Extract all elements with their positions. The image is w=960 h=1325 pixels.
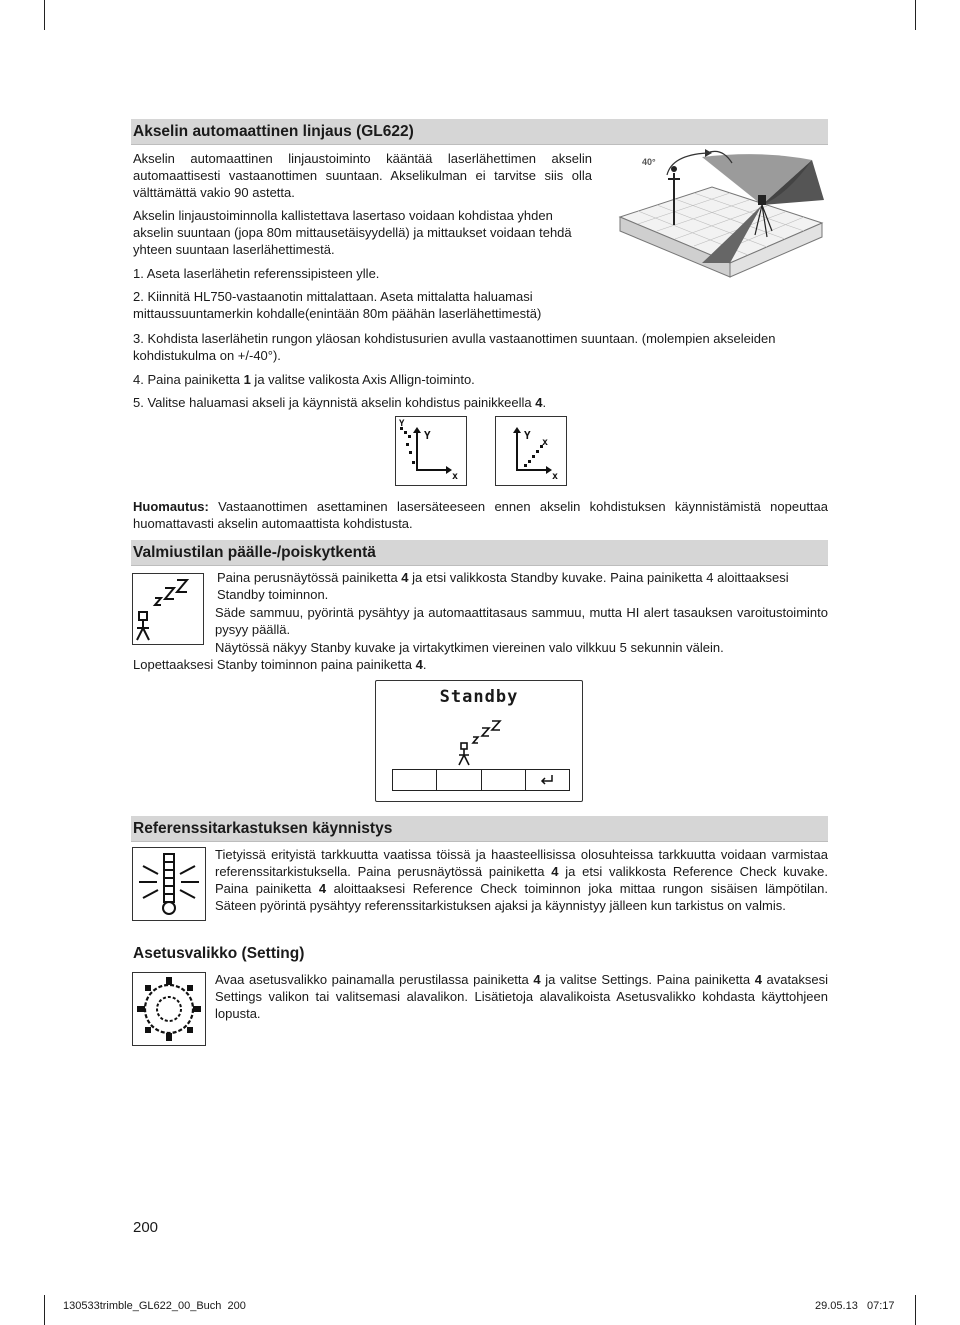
standby-line-3: Näytössä näkyy Stanby kuvake ja virtakytkimen viereinen valo vilkkuu 5 sekunnin välein.	[215, 640, 724, 655]
crop-mark	[44, 0, 45, 30]
step-4: 4. Paina painiketta 1 ja valitse valikosta Axis Allign-toiminto.	[133, 372, 475, 387]
step-2: 2. Kiinnitä HL750-vastaanotin mittalattaan. Aseta mittalatta haluamasi mittaussuuntamerkin kohdalle(enintään 80m päähän laserlähettimestä)	[133, 289, 542, 321]
standby-screen-icon	[456, 719, 516, 767]
step-3: 3. Kohdista laserlähetin rungon yläosan kohdistusurien avulla vastaanottimen suuntaan. (molempien akseleiden kohdistukulma on +/-40°).	[133, 331, 776, 363]
axis-paragraph-2: Akselin linjaustoiminnolla kallistettava lasertaso voidaan kohdistaa yhden akselin suuntaan (jopa 80m mittausetäisyydellä) ja mittaukset voidaan tehdä yhteen suuntaan laserlähettimestä.	[133, 208, 572, 257]
reference-check-icon-box	[132, 847, 206, 921]
reference-check-paragraph: Tietyissä erityistä tarkkuutta vaatissa töissä ja haasteellisissa olosuhteissa tarkkuutta voidaan varmistaa referenssitarkistuksella. Paina perusnäytössä painiketta 4 ja etsi valikkosta Reference Check kuvake. Paina painiketta 4 aloittaaksesi Reference Check toiminnon joka mittaa rungon sisäisen lämpötilan. Säteen pyörintä pysähtyy referenssitarkistuksen ajaksi ja käynnistyy jälleen kun tarkistus on valmis.	[215, 847, 828, 913]
section-heading-reference-check: Referenssitarkastuksen käynnistys	[131, 816, 828, 842]
section-heading-standby: Valmiustilan päälle-/poiskytkentä	[131, 540, 828, 566]
svg-text:x: x	[452, 471, 459, 482]
softkey-3[interactable]	[482, 770, 526, 790]
section-heading-axis-alignment: Akselin automaattinen linjaus (GL622)	[131, 119, 828, 145]
svg-text:x: x	[542, 437, 549, 448]
screen-title: Standby	[439, 687, 519, 707]
svg-text:Y: Y	[524, 429, 531, 442]
crop-mark	[915, 0, 916, 30]
standby-screen	[375, 680, 583, 802]
svg-text:Y: Y	[399, 419, 405, 429]
laser-plane-illustration	[612, 145, 828, 280]
gear-icon	[133, 973, 205, 1045]
footer-file: 130533trimble_GL622_00_Buch 200	[63, 1300, 246, 1312]
softkey-bar	[392, 769, 570, 791]
softkey-1[interactable]	[393, 770, 437, 790]
standby-line-4: Lopettaaksesi Stanby toiminnon paina painiketta 4.	[133, 657, 427, 672]
settings-paragraph: Avaa asetusvalikko painamalla perustilassa painiketta 4 ja valitse Settings. Paina painiketta 4 avataksesi Settings valikon tai valitsemasi alavalikon. Lisätietoja alavalikoista Asetusvalikko kohdasta käyttohjeen lopusta.	[215, 972, 828, 1021]
axis-selection-screen-2	[495, 416, 567, 486]
footer-datetime: 29.05.13 07:17	[815, 1300, 895, 1312]
axis-intro-paragraph: Akselin automaattinen linjaustoiminto kääntää laserlähettimen akselin automaattisesti vastaanottimen suuntaan. Akselikulman ei tarvitse siis olla välttämättä vakio 90 astetta.	[133, 151, 592, 200]
note-paragraph: Huomautus: Vastaanottimen asettaminen lasersäteeseen ennen akselin kohdistuksen käynnistämistä nopeuttaa huomattavasti akselin automaattista kohdistusta.	[133, 499, 828, 531]
standby-line-1: Paina perusnäytössä painiketta 4 ja etsi valikkosta Standby kuvake. Paina painiketta 4 aloittaaksesi Standby toiminnon.	[217, 570, 789, 602]
page-number: 200	[133, 1219, 159, 1236]
crop-mark	[915, 1295, 916, 1325]
axis-x-rotated-icon	[496, 417, 566, 485]
crop-mark	[44, 1295, 45, 1325]
angle-label: 40°	[642, 157, 656, 167]
section-heading-settings: Asetusvalikko (Setting)	[133, 945, 305, 962]
axis-x-y-icon	[396, 417, 466, 485]
standby-icon-box	[132, 573, 204, 645]
enter-softkey[interactable]	[526, 770, 569, 790]
axis-selection-screen-1	[395, 416, 467, 486]
enter-icon	[539, 774, 555, 786]
step-5: 5. Valitse haluamasi akseli ja käynnistä akselin kohdistus painikkeella 4.	[133, 395, 547, 410]
svg-text:Y: Y	[424, 429, 431, 442]
softkey-2[interactable]	[437, 770, 481, 790]
thermometer-icon	[133, 848, 205, 920]
settings-icon-box	[132, 972, 206, 1046]
standby-line-2: Säde sammuu, pyörintä pysähtyy ja automaattitasaus sammuu, mutta HI alert tasauksen varoitustoiminto pysyy päällä.	[215, 605, 828, 637]
standby-icon	[133, 574, 203, 644]
svg-text:x: x	[552, 471, 559, 482]
step-1: 1. Aseta laserlähetin referenssipisteen ylle.	[133, 266, 380, 281]
